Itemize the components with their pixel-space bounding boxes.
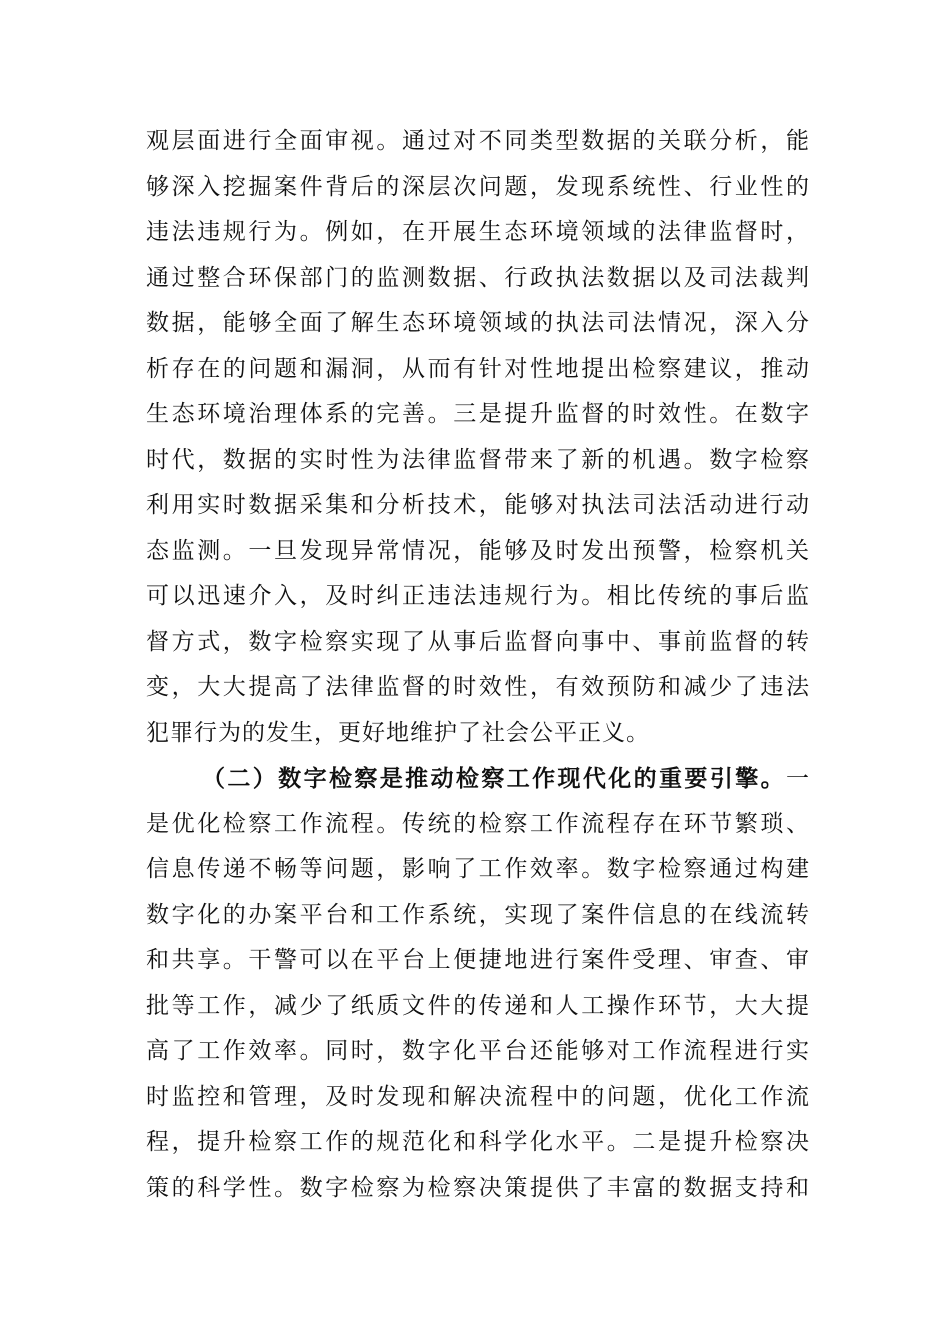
text-line: 时监控和管理，及时发现和解决流程中的问题，优化工作流	[146, 1083, 810, 1110]
text-line: 通过整合环保部门的监测数据、行政执法数据以及司法裁判	[146, 264, 810, 291]
section-heading: （二）数字检察是推动检察工作现代化的重要引擎。	[202, 765, 786, 792]
text-line: 和共享。干警可以在平台上便捷地进行案件受理、审查、审	[146, 947, 810, 973]
text-line: 督方式，数字检察实现了从事后监督向事中、事前监督的转	[146, 628, 810, 655]
text-line: 观层面进行全面审视。通过对不同类型数据的关联分析，能	[146, 128, 810, 154]
text-line: 信息传递不畅等问题，影响了工作效率。数字检察通过构建	[146, 856, 810, 882]
text-line: 策的科学性。数字检察为检察决策提供了丰富的数据支持和	[146, 1174, 810, 1201]
text-line: 数据，能够全面了解生态环境领域的执法司法情况，深入分	[146, 310, 810, 336]
text-line: 利用实时数据采集和分析技术，能够对执法司法活动进行动	[146, 492, 810, 518]
text-line: 程，提升检察工作的规范化和科学化水平。二是提升检察决	[146, 1129, 810, 1155]
text-line: 变，大大提高了法律监督的时效性，有效预防和减少了违法	[146, 674, 810, 700]
paragraph-1	[146, 119, 810, 756]
text-line: 够深入挖掘案件背后的深层次问题，发现系统性、行业性的	[146, 173, 810, 200]
text-line: 是优化检察工作流程。传统的检察工作流程存在环节繁琐、	[146, 810, 810, 837]
text-line: 析存在的问题和漏洞，从而有针对性地提出检察建议，推动	[146, 355, 810, 382]
text-line: 数字化的办案平台和工作系统，实现了案件信息的在线流转	[146, 901, 810, 928]
text-line: 高了工作效率。同时，数字化平台还能够对工作流程进行实	[146, 1038, 810, 1064]
paragraph-2	[146, 756, 810, 1211]
text-line: 违法违规行为。例如，在开展生态环境领域的法律监督时，	[146, 219, 810, 245]
text-line: 可以迅速介入，及时纠正违法违规行为。相比传统的事后监	[146, 583, 810, 609]
text-line: 态监测。一旦发现异常情况，能够及时发出预警，检察机关	[146, 537, 810, 564]
text-line: 时代，数据的实时性为法律监督带来了新的机遇。数字检察	[146, 446, 810, 473]
text-line: 批等工作，减少了纸质文件的传递和人工操作环节，大大提	[146, 992, 810, 1019]
paragraph-heading-line	[146, 756, 810, 802]
heading-line-rest: 一	[786, 766, 810, 792]
body-text	[146, 119, 810, 1211]
text-line: 生态环境治理体系的完善。三是提升监督的时效性。在数字	[146, 401, 810, 427]
text-line: 犯罪行为的发生，更好地维护了社会公平正义。	[146, 719, 650, 746]
